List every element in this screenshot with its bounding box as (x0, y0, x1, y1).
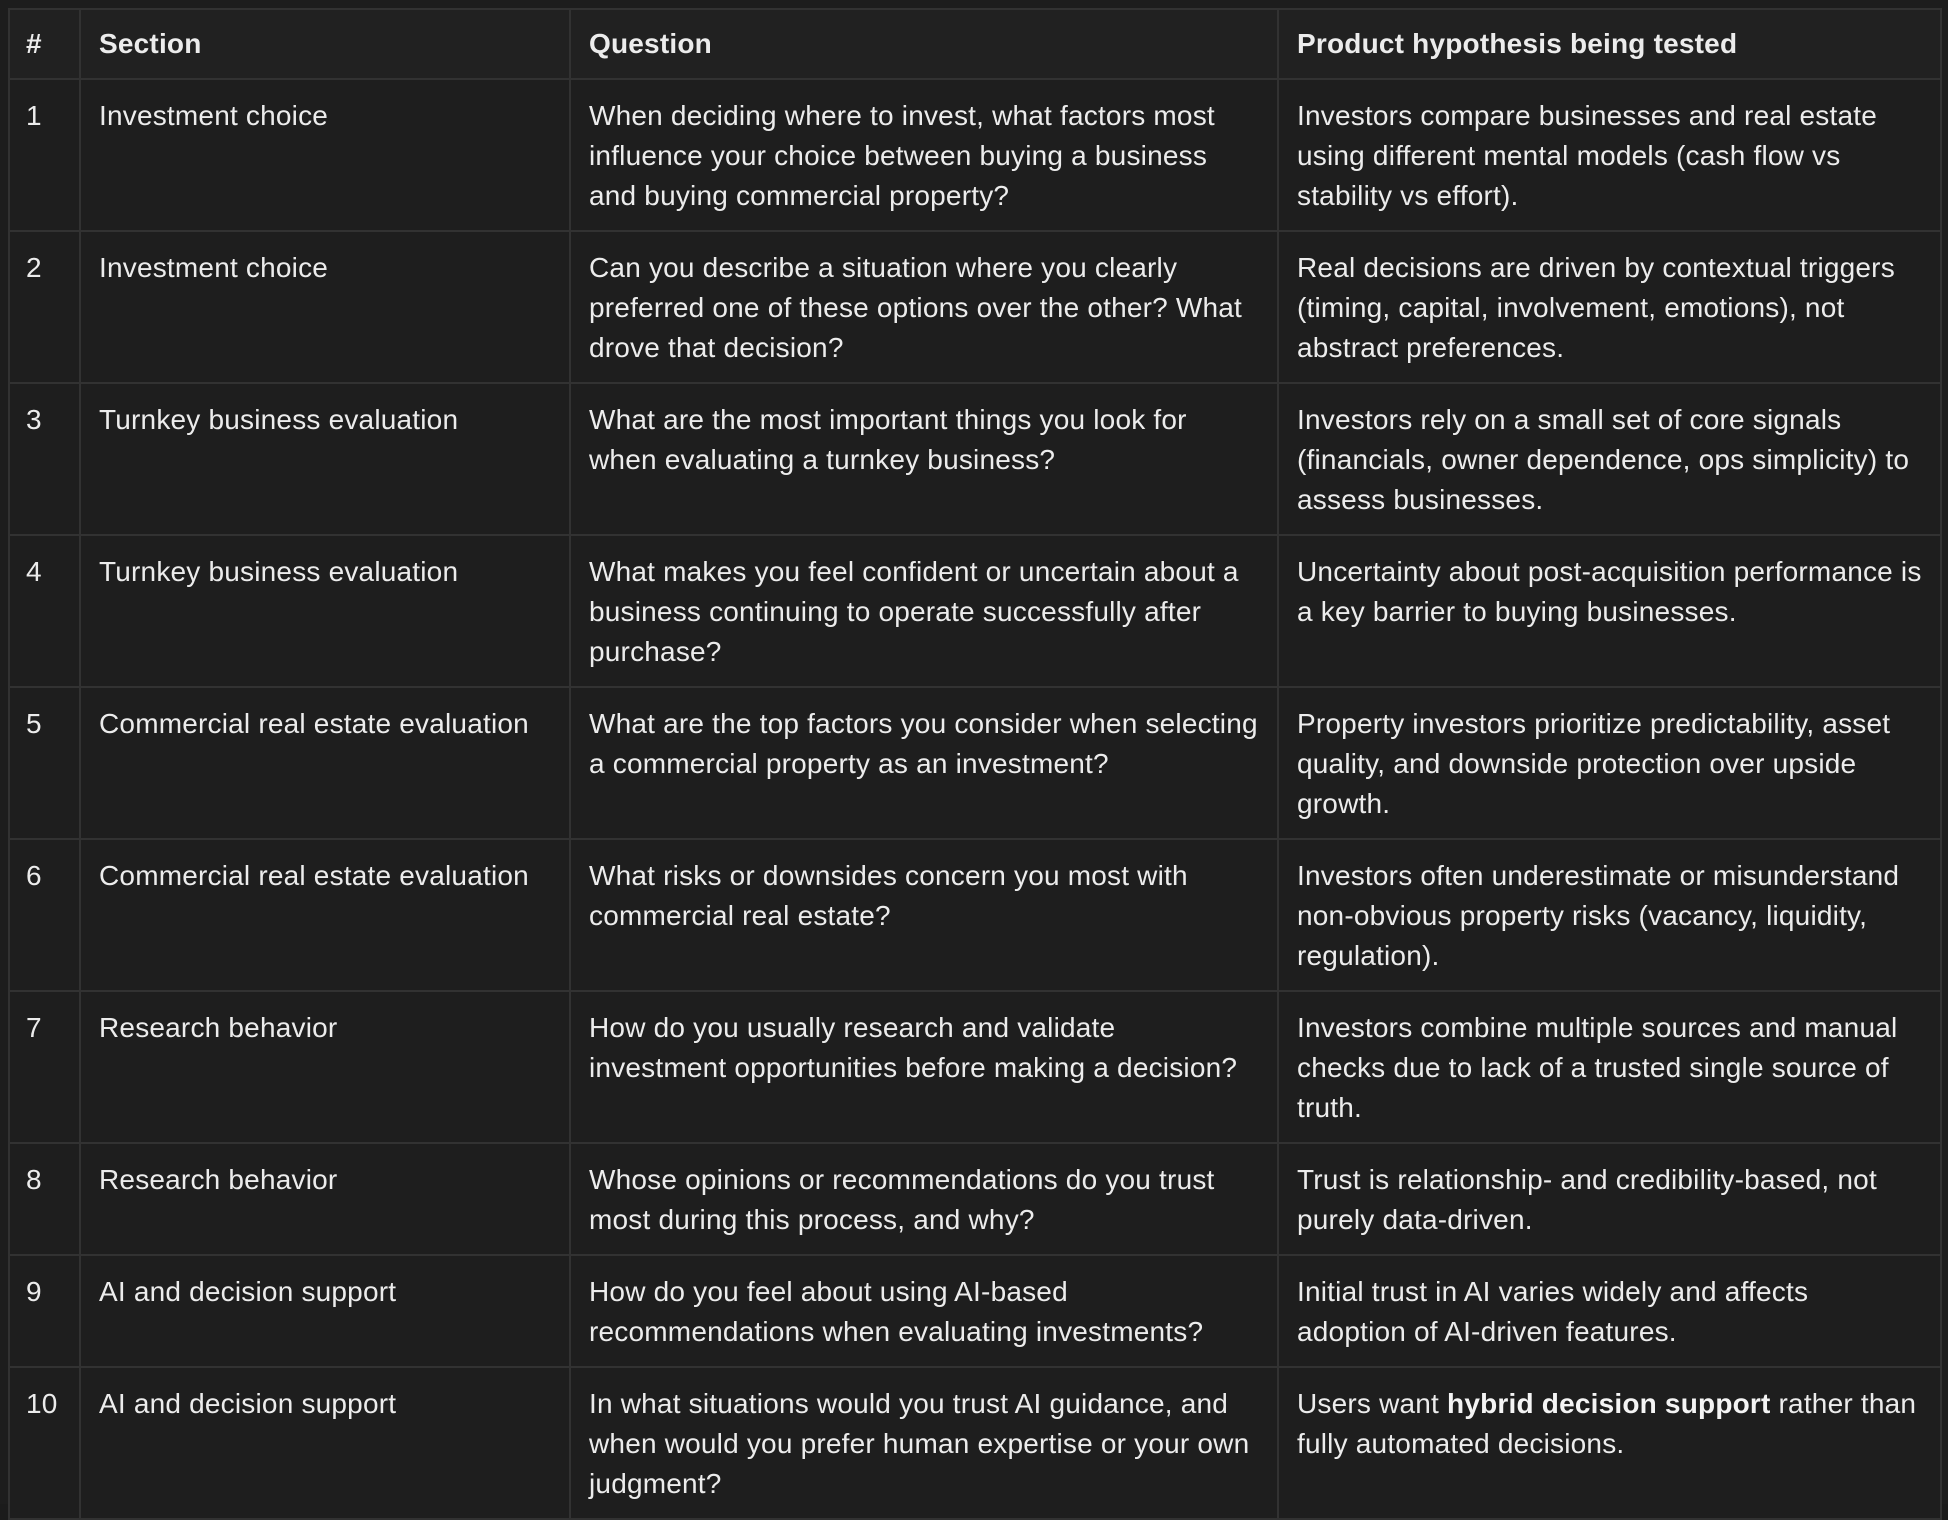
row-hypothesis: Real decisions are driven by contextual triggers (timing, capital, involvement, emotions), not abstract preferences. (1278, 231, 1941, 383)
row-section: Turnkey business evaluation (80, 383, 570, 535)
row-number: 8 (9, 1143, 80, 1255)
row-section: AI and decision support (80, 1255, 570, 1367)
hypothesis-text-after: rather than fully automated decisions. (1297, 1388, 1917, 1459)
row-number: 9 (9, 1255, 80, 1367)
row-question: What are the most important things you look for when evaluating a turnkey business? (570, 383, 1278, 535)
row-hypothesis: Uncertainty about post-acquisition performance is a key barrier to buying businesses. (1278, 535, 1941, 687)
table-row (9, 1255, 1941, 1367)
row-hypothesis: Investors often underestimate or misunderstand non-obvious property risks (vacancy, liquidity, regulation). (1278, 839, 1941, 991)
row-number: 5 (9, 687, 80, 839)
row-question: Whose opinions or recommendations do you trust most during this process, and why? (570, 1143, 1278, 1255)
hypothesis-emphasis: hybrid decision support (1447, 1388, 1771, 1419)
table-row (9, 687, 1941, 839)
table-row (9, 1367, 1941, 1519)
header-number: # (9, 9, 80, 79)
row-hypothesis (1278, 1367, 1941, 1519)
row-hypothesis: Investors rely on a small set of core signals (financials, owner dependence, ops simplicity) to assess businesses. (1278, 383, 1941, 535)
research-questions-table (8, 8, 1942, 1520)
row-hypothesis: Investors combine multiple sources and manual checks due to lack of a trusted single source of truth. (1278, 991, 1941, 1143)
table-header-row (9, 9, 1941, 79)
row-number: 10 (9, 1367, 80, 1519)
row-number: 3 (9, 383, 80, 535)
row-question: What are the top factors you consider when selecting a commercial property as an investment? (570, 687, 1278, 839)
row-hypothesis: Initial trust in AI varies widely and affects adoption of AI-driven features. (1278, 1255, 1941, 1367)
row-section: Research behavior (80, 991, 570, 1143)
row-hypothesis: Investors compare businesses and real estate using different mental models (cash flow vs stability vs effort). (1278, 79, 1941, 231)
row-question: When deciding where to invest, what factors most influence your choice between buying a business and buying commercial property? (570, 79, 1278, 231)
row-question: What makes you feel confident or uncertain about a business continuing to operate successfully after purchase? (570, 535, 1278, 687)
header-hypothesis: Product hypothesis being tested (1278, 9, 1941, 79)
row-section: Turnkey business evaluation (80, 535, 570, 687)
header-section: Section (80, 9, 570, 79)
row-hypothesis: Property investors prioritize predictability, asset quality, and downside protection over upside growth. (1278, 687, 1941, 839)
table-row (9, 231, 1941, 383)
table-row (9, 79, 1941, 231)
hypothesis-text-before: Users want (1297, 1388, 1448, 1419)
table-row (9, 383, 1941, 535)
table-row (9, 991, 1941, 1143)
header-question: Question (570, 9, 1278, 79)
row-section: Commercial real estate evaluation (80, 687, 570, 839)
row-number: 7 (9, 991, 80, 1143)
table-row (9, 839, 1941, 991)
row-question: Can you describe a situation where you clearly preferred one of these options over the other? What drove that decision? (570, 231, 1278, 383)
table-row (9, 1143, 1941, 1255)
row-question: How do you feel about using AI-based recommendations when evaluating investments? (570, 1255, 1278, 1367)
row-section: AI and decision support (80, 1367, 570, 1519)
row-hypothesis: Trust is relationship- and credibility-based, not purely data-driven. (1278, 1143, 1941, 1255)
row-question: How do you usually research and validate investment opportunities before making a decision? (570, 991, 1278, 1143)
row-question: In what situations would you trust AI guidance, and when would you prefer human expertise or your own judgment? (570, 1367, 1278, 1519)
row-number: 6 (9, 839, 80, 991)
row-section: Investment choice (80, 231, 570, 383)
row-number: 2 (9, 231, 80, 383)
row-section: Research behavior (80, 1143, 570, 1255)
row-number: 4 (9, 535, 80, 687)
row-number: 1 (9, 79, 80, 231)
row-question: What risks or downsides concern you most with commercial real estate? (570, 839, 1278, 991)
row-section: Commercial real estate evaluation (80, 839, 570, 991)
row-section: Investment choice (80, 79, 570, 231)
table-row (9, 535, 1941, 687)
